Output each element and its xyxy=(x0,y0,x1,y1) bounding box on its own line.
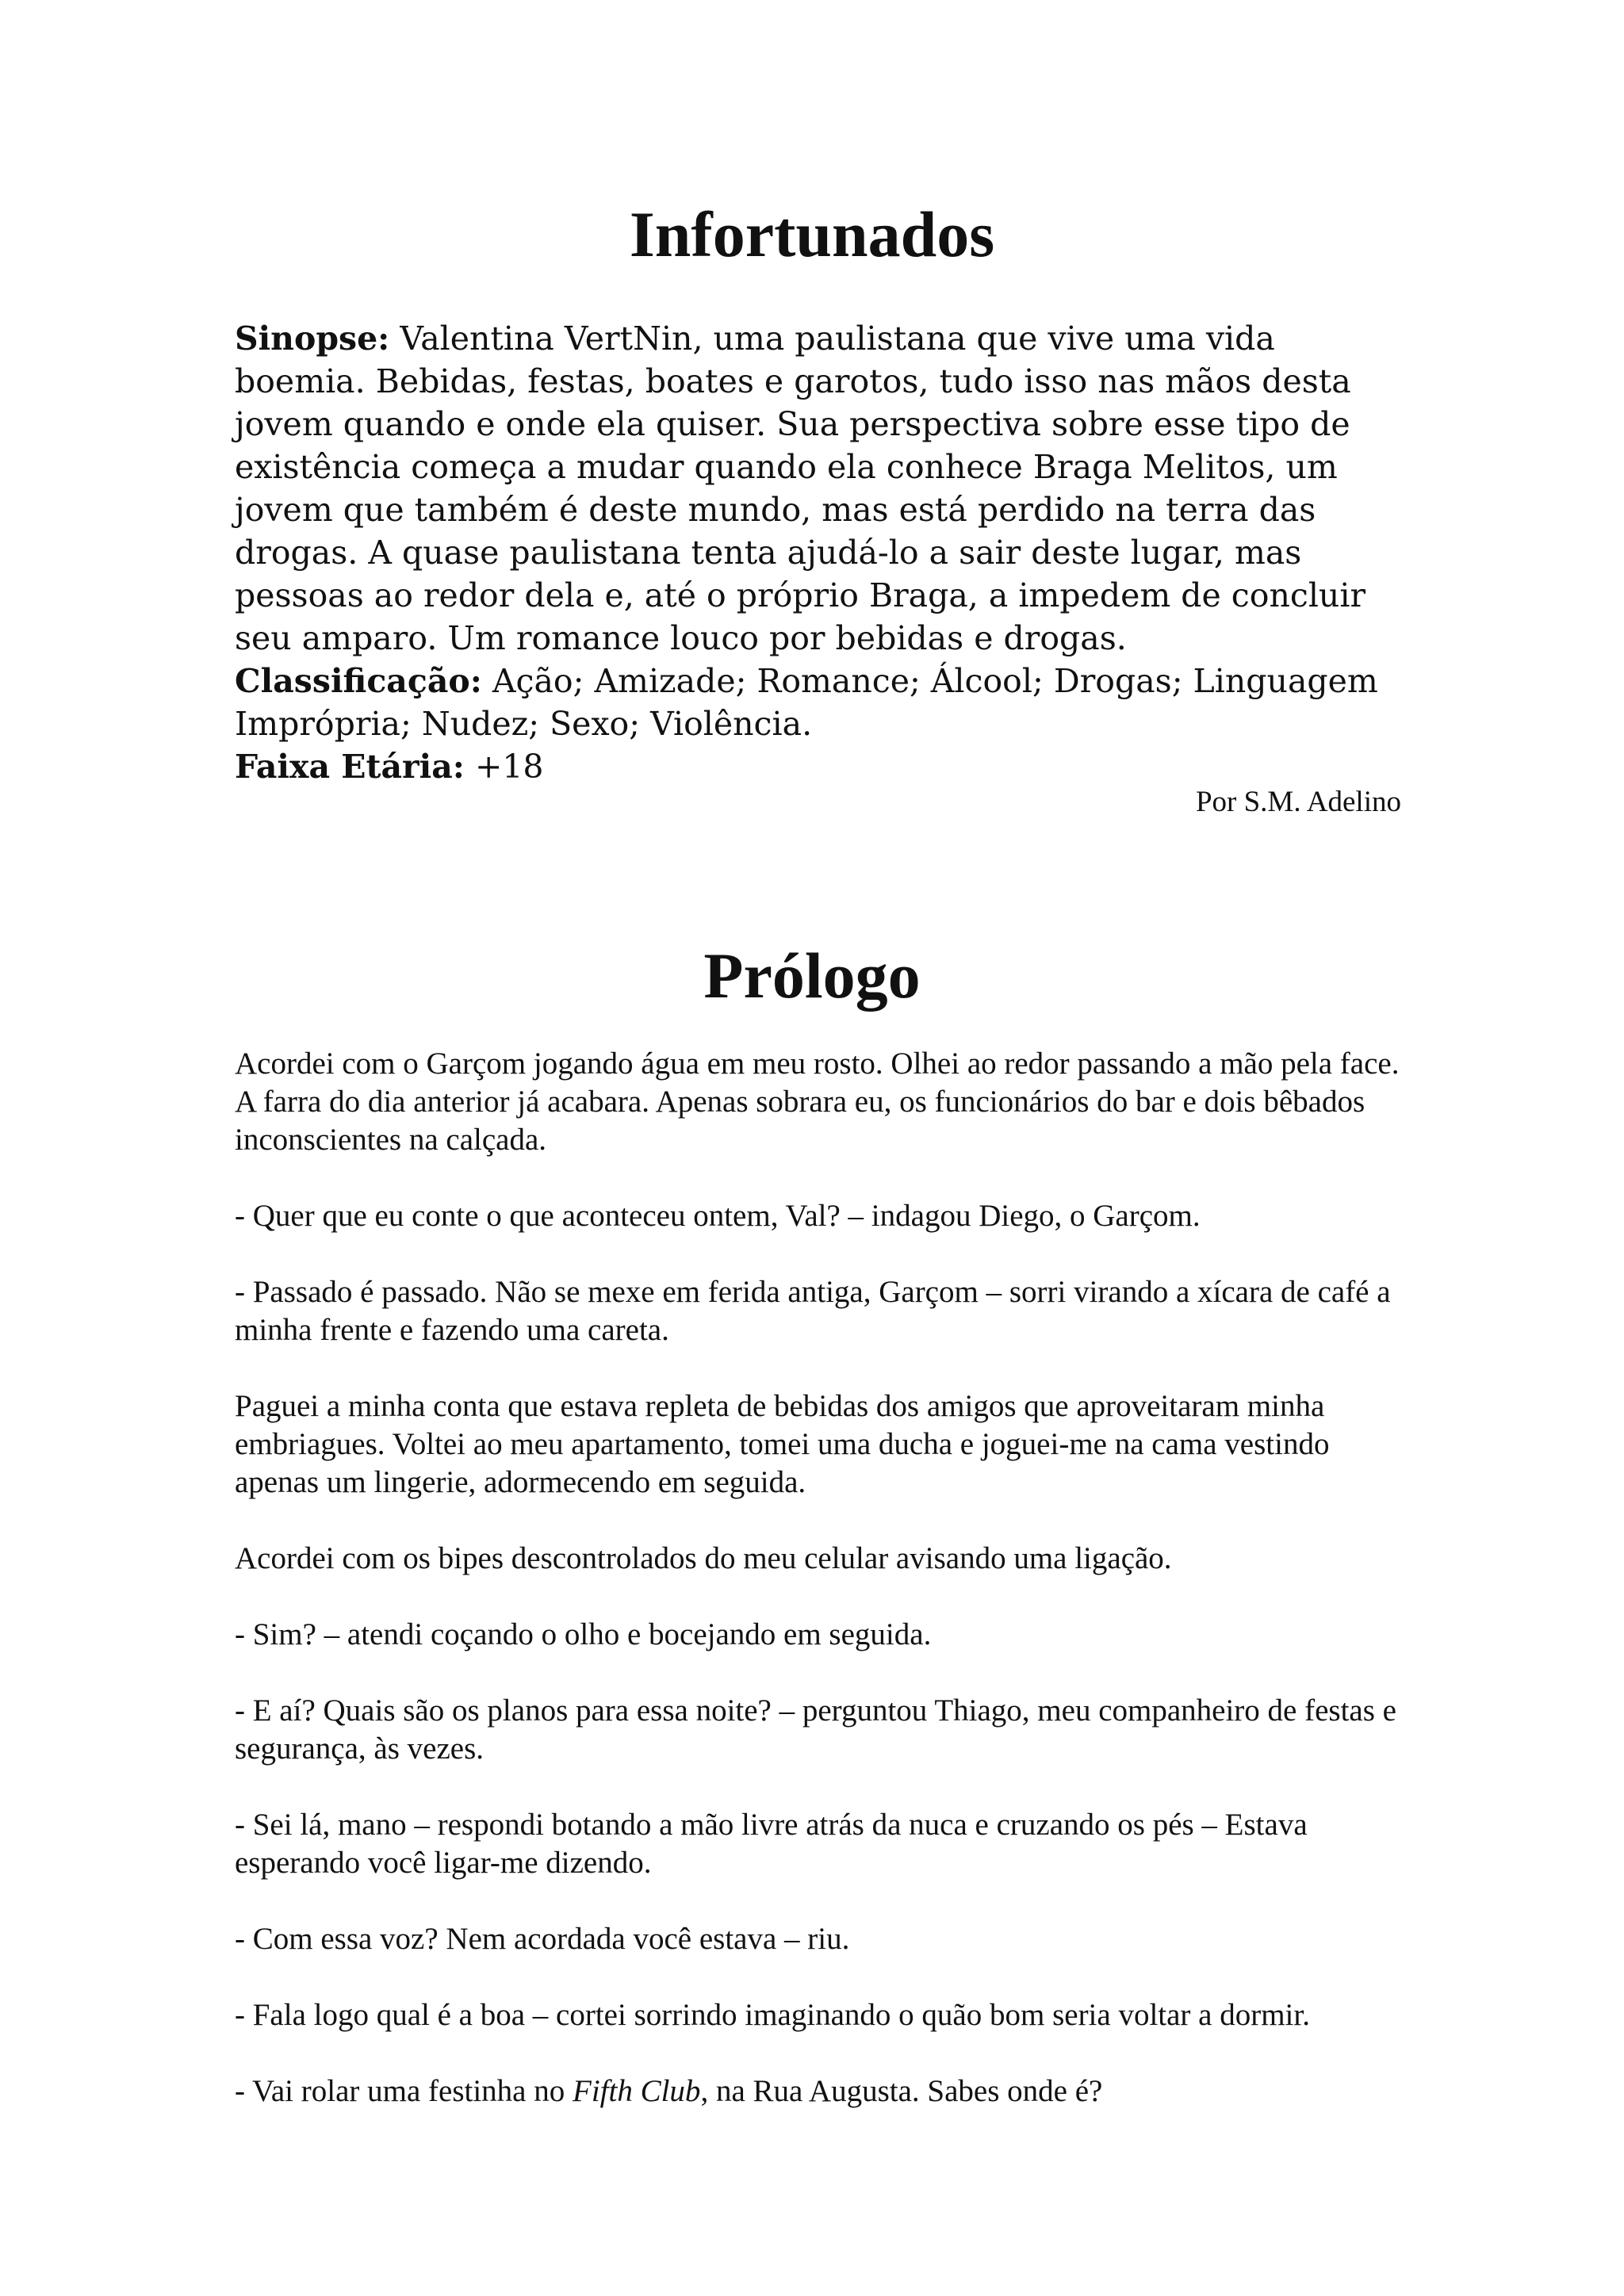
synopsis xyxy=(235,317,1408,660)
synopsis-block xyxy=(235,317,1408,788)
paragraph-last xyxy=(235,2072,1400,2110)
synopsis-label: Sinopse: xyxy=(235,320,390,358)
paragraph: - Sei lá, mano – respondi botando a mão livre atrás da nuca e cruzando os pés – Estava esperando você ligar-me dizendo. xyxy=(235,1808,1308,1880)
paragraph: - E aí? Quais são os planos para essa noite? – perguntou Thiago, meu companheiro de festas e segurança, às vezes. xyxy=(235,1693,1396,1766)
paragraph: - Fala logo qual é a boa – cortei sorrindo imaginando o quão bom seria voltar a dormir. xyxy=(235,1998,1310,2032)
prologue-title: Prólogo xyxy=(703,939,921,1012)
age-rating xyxy=(235,745,1408,788)
classification-label: Classificação: xyxy=(235,662,482,700)
classification-text: Ação; Amizade; Romance; Álcool; Drogas; Linguagem Imprópria; Nudez; Sexo; Violência. xyxy=(235,662,1378,743)
classification xyxy=(235,660,1408,745)
last-paragraph-start: - Vai rolar uma festinha no xyxy=(235,2074,573,2108)
last-paragraph-end: , na Rua Augusta. Sabes onde é? xyxy=(700,2074,1103,2108)
prologue-text xyxy=(235,1045,1400,2149)
paragraph: Paguei a minha conta que estava repleta de bebidas dos amigos que aproveitaram minha embriagues. Voltei ao meu apartamento, tomei uma ducha e joguei-me na cama vestindo apenas um lingerie, adormecendo em seguida. xyxy=(235,1389,1330,1499)
age-rating-text: +18 xyxy=(464,748,544,786)
paragraph: - Passado é passado. Não se mexe em ferida antiga, Garçom – sorri virando a xícara de café a minha frente e fazendo uma careta. xyxy=(235,1275,1391,1347)
byline: Por S.M. Adelino xyxy=(1195,786,1401,818)
paragraph: - Sim? – atendi coçando o olho e bocejando em seguida. xyxy=(235,1617,932,1651)
paragraph: Acordei com o Garçom jogando água em meu rosto. Olhei ao redor passando a mão pela face. A farra do dia anterior já acabara. Apenas sobrara eu, os funcionários do bar e dois bêbados inconscientes na calçada. xyxy=(235,1047,1400,1157)
age-rating-label: Faixa Etária: xyxy=(235,748,465,786)
synopsis-text: Valentina VertNin, uma paulistana que vive uma vida boemia. Bebidas, festas, boates e garotos, tudo isso nas mãos desta jovem quando e onde ela quiser. Sua perspectiva sobre esse tipo de existência começa a mudar quando ela conhece Braga Melitos, um jovem que também é deste mundo, mas está perdido na terra das drogas. A quase paulistana tenta ajudá-lo a sair deste lugar, mas pessoas ao redor dela e, até o próprio Braga, a impedem de concluir seu amparo. Um romance louco por bebidas e drogas. xyxy=(235,320,1366,657)
paragraph: - Quer que eu conte o que aconteceu ontem, Val? – indagou Diego, o Garçom. xyxy=(235,1199,1201,1233)
paragraph: - Com essa voz? Nem acordada você estava – riu. xyxy=(235,1922,850,1956)
paragraph: Acordei com os bipes descontrolados do meu celular avisando uma ligação. xyxy=(235,1541,1172,1575)
club-name: Fifth Club xyxy=(573,2074,701,2108)
document-title: Infortunados xyxy=(629,198,995,270)
